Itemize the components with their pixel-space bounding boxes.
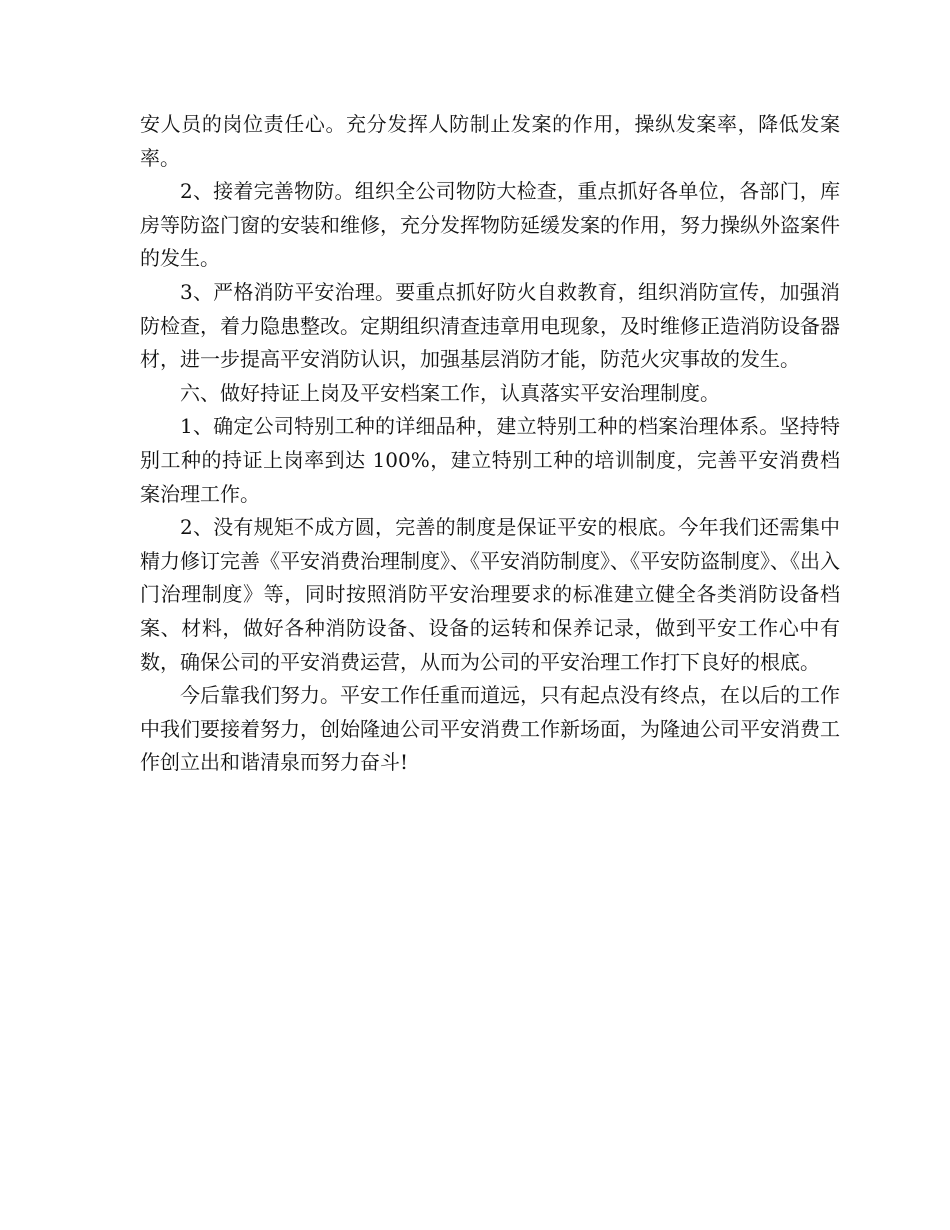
- paragraph-5: 1、确定公司特别工种的详细品种，建立特别工种的档案治理体系。坚持特别工种的持证上岗率到达 100%，建立特别工种的培训制度，完善平安消费档案治理工作。: [140, 414, 840, 506]
- paragraph-7: 今后靠我们努力。平安工作任重而道远，只有起点没有终点，在以后的工作中我们要接着努力，创始隆迪公司平安消费工作新场面，为隆迪公司平安消费工作创立出和谐清泉而努力奋斗!: [140, 683, 840, 775]
- section-heading-6: 六、做好持证上岗及平安档案工作，认真落实平安治理制度。: [180, 380, 720, 405]
- paragraph-1: 安人员的岗位责任心。充分发挥人防制止发案的作用，操纵发案率，降低发案率。: [140, 112, 840, 170]
- document-body: [140, 108, 840, 780]
- paragraph-2: 2、接着完善物防。组织全公司物防大检查，重点抓好各单位，各部门，库房等防盗门窗的安装和维修，充分发挥物防延缓发案的作用，努力操纵外盗案件的发生。: [140, 179, 840, 271]
- paragraph-3: 3、严格消防平安治理。要重点抓好防火自救教育，组织消防宣传，加强消防检查，着力隐患整改。定期组织清查违章用电现象，及时维修正造消防设备器材，进一步提高平安消防认识，加强基层消防才能，防范火灾事故的发生。: [140, 279, 840, 372]
- paragraph-6: 2、没有规矩不成方圆，完善的制度是保证平安的根底。今年我们还需集中精力修订完善《平安消费治理制度》、《平安消防制度》、《平安防盗制度》、《出入门治理制度》等，同时按照消防平安治理要求的标准建立健全各类消防设备档案、材料，做好各种消防设备、设备的运转和保养记录，做到平安工作心中有数，确保公司的平安消费运营，从而为公司的平安治理工作打下良好的根底。: [140, 515, 840, 674]
